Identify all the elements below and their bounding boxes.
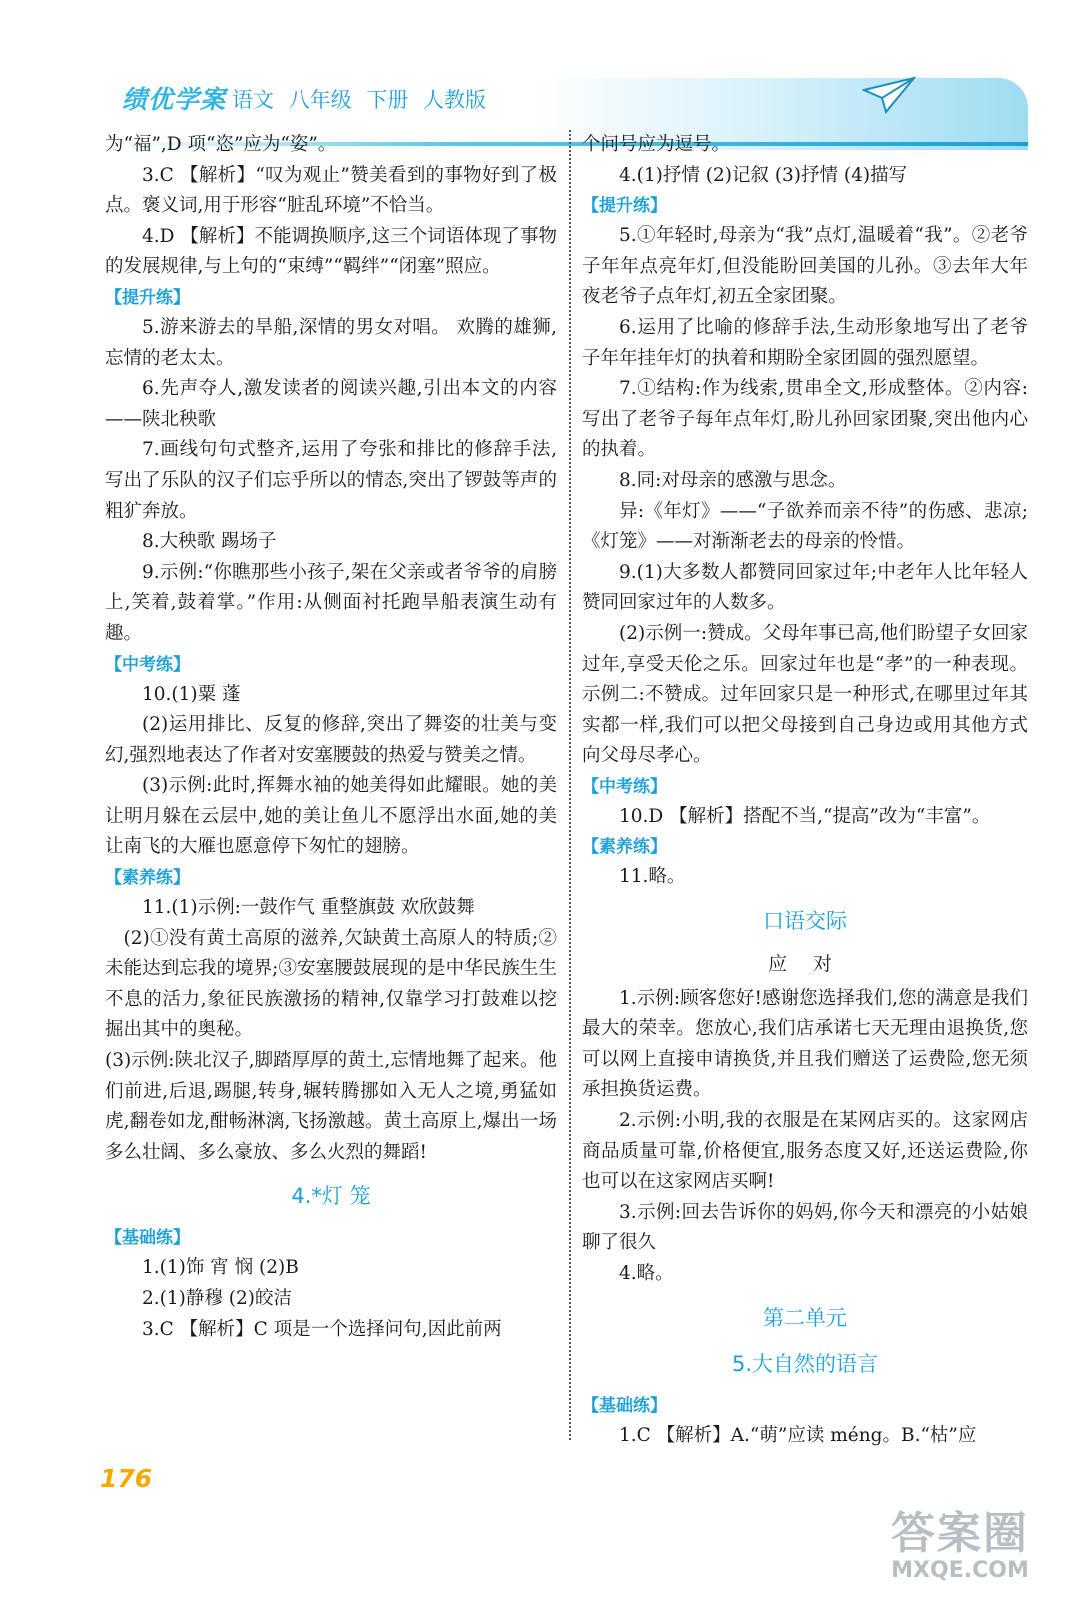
answer-6: 6.先声夺人,激发读者的阅读兴趣,引出本文的内容——陕北秧歌 bbox=[105, 378, 557, 430]
answer-11-2: (2)①没有黄土高原的滋养,欠缺黄土高原人的特质;②未能达到忘我的境界;③安塞腰鼓展现的是中华民族生生不息的活力,象征民族激扬的精神,仅靠学习打鼓难以挖掘出其中的奥秘。 bbox=[105, 927, 557, 1041]
book-subject: 语文 八年级 下册 人教版 bbox=[232, 88, 487, 112]
answer-8-diff: 异:《年灯》——“子欲养而亲不待”的伤感、悲凉;《灯笼》——对渐渐老去的母亲的怜惜。 bbox=[582, 500, 1028, 553]
brand-logo: 绩优学案 bbox=[122, 85, 227, 114]
answer-8: 8.大秧歌 踢场子 bbox=[142, 531, 277, 553]
answer-line: 为“福”,D 项“恣”应为“姿”。 bbox=[105, 134, 337, 155]
section-tag-suyang: 【素养练】 bbox=[105, 868, 190, 889]
answer-8-same: 8.同:对母亲的感激与思念。 bbox=[619, 469, 847, 491]
right-column bbox=[582, 130, 1028, 1451]
section-tag-jichu: 【基础练】 bbox=[582, 1395, 667, 1416]
section-tag-suyang: 【素养练】 bbox=[582, 837, 667, 858]
answer-3: 3.C 【解析】“叹为观止”赞美看到的事物好到了极点。褒义词,用于形容“脏乱环境”不恰当。 bbox=[105, 164, 557, 217]
answer-9-2: (2)示例一:赞成。父母年事已高,他们盼望子女回家过年,享受天伦之乐。回家过年也是“孝”的一种表现。 示例二:不赞成。过年回家只是一种形式,在哪里过年其实都一样,我们可以把父母接到自己身边或用其他方式向父母尽孝心。 bbox=[582, 622, 1028, 767]
answer-11-3: (3)示例:陕北汉子,脚踏厚厚的黄土,忘情地舞了起来。他们前进,后退,踢腿,转身,辗转腾挪如入无人之境,勇猛如虎,翻卷如龙,酣畅淋漓,飞扬激越。黄土高原上,爆出一场多么壮阔、多么豪放、多么火烈的舞蹈! bbox=[105, 1050, 557, 1163]
answer-10-1: 10.(1)粟 蓬 bbox=[142, 683, 241, 705]
answer-11: 11.略。 bbox=[619, 866, 686, 888]
unit-title: 第二单元 bbox=[763, 1305, 847, 1330]
answer-5: 5.①年轻时,母亲为“我”点灯,温暖着“我”。②老爷子年年点亮年灯,但没能盼回美国的儿孙。③去年大年夜老爷子点年灯,初五全家团聚。 bbox=[582, 225, 1028, 308]
answer-2: 2.(1)静穆 (2)皎洁 bbox=[142, 1288, 292, 1309]
answer-4: 4.(1)抒情 (2)记叙 (3)抒情 (4)描写 bbox=[619, 164, 908, 186]
section-tag-tisheng: 【提升练】 bbox=[105, 287, 190, 308]
section-subtitle-yingdui: 应 对 bbox=[767, 953, 843, 976]
lesson-title-denglong: 4.*灯 笼 bbox=[291, 1184, 371, 1209]
section-tag-zhongkao: 【中考练】 bbox=[105, 654, 190, 675]
answer-10-3: (3)示例:此时,挥舞水袖的她美得如此耀眼。她的美让明月躲在云层中,她的美让鱼儿不愿浮出水面,她的美让南飞的大雁也愿意停下匆忙的翅膀。 bbox=[105, 775, 557, 858]
lesson-title-daziran: 5.大自然的语言 bbox=[731, 1351, 879, 1376]
left-column bbox=[105, 130, 557, 1345]
section-tag-jichu: 【基础练】 bbox=[105, 1228, 190, 1249]
section-title-kouyu: 口语交际 bbox=[763, 909, 847, 934]
answer-10: 10.D 【解析】搭配不当,“提高”改为“丰富”。 bbox=[619, 805, 991, 827]
answer-7: 7.①结构:作为线索,贯串全文,形成整体。②内容:写出了老爷子每年点年灯,盼儿孙回家团聚,突出他内心的执着。 bbox=[582, 378, 1028, 461]
site-watermark bbox=[870, 1510, 1050, 1590]
answer-9-1: 9.(1)大多数人都赞同回家过年;中老年人比年轻人赞同回家过年的人数多。 bbox=[582, 561, 1028, 614]
answer-1: 1.(1)饰 宵 悯 (2)B bbox=[142, 1257, 299, 1279]
answer-4: 4.D 【解析】不能调换顺序,这三个词语体现了事物的发展规律,与上句的“束缚”“羁绊”“闭塞”照应。 bbox=[105, 225, 557, 278]
section-tag-tisheng: 【提升练】 bbox=[582, 196, 667, 217]
answer-6: 6.运用了比喻的修辞手法,生动形象地写出了老爷子年年挂年灯的执着和期盼全家团圆的强烈愿望。 bbox=[582, 316, 1028, 369]
answer-line: 个问号应为逗号。 bbox=[582, 134, 731, 155]
column-divider bbox=[569, 130, 571, 1440]
answer-kouyu-2: 2.示例:小明,我的衣服是在某网店买的。这家网店商品质量可靠,价格便宜,服务态度又好,还送运费险,你也可以在这家网店买啊! bbox=[582, 1110, 1028, 1193]
watermark-logo-text: 答案圈 bbox=[891, 1508, 1029, 1559]
answer-10-2: (2)运用排比、反复的修辞,突出了舞姿的壮美与变幻,强烈地表达了作者对安塞腰鼓的热爱与赞美之情。 bbox=[105, 714, 557, 766]
answer-kouyu-1: 1.示例:顾客您好!感谢您选择我们,您的满意是我们最大的荣幸。您放心,我们店承诺七天无理由退换货,您可以网上直接申请换货,并且我们赠送了运费险,您无须承担换货运费。 bbox=[582, 987, 1028, 1101]
answer-9: 9.示例:“你瞧那些小孩子,架在父亲或者爷爷的肩膀上,笑着,鼓着掌。”作用:从侧面衬托跑旱船表演生动有趣。 bbox=[105, 561, 557, 644]
section-tag-zhongkao: 【中考练】 bbox=[582, 776, 667, 797]
paper-plane-icon bbox=[862, 74, 916, 114]
answer-kouyu-3: 3.示例:回去告诉你的妈妈,你今天和漂亮的小姑娘聊了很久 bbox=[582, 1201, 1028, 1254]
answer-11-1: 11.(1)示例:一鼓作气 重整旗鼓 欢欣鼓舞 bbox=[142, 897, 475, 919]
answer-3b: 3.C 【解析】C 项是一个选择问句,因此前两 bbox=[142, 1318, 502, 1340]
page-header bbox=[0, 0, 1066, 150]
answer-kouyu-4: 4.略。 bbox=[619, 1263, 674, 1284]
answer-7: 7.画线句句式整齐,运用了夸张和排比的修辞手法,写出了乐队的汉子们忘乎所以的情态,突出了锣鼓等声的粗犷奔放。 bbox=[105, 439, 557, 522]
watermark-url: MXQE.COM bbox=[891, 1558, 1029, 1583]
page-number: 176 bbox=[100, 1464, 153, 1493]
answer-5: 5.游来游去的旱船,深情的男女对唱。 欢腾的雄狮,忘情的老太太。 bbox=[105, 316, 557, 369]
answer-1: 1.C 【解析】A.“萌”应读 méng。B.“枯”应 bbox=[619, 1424, 977, 1446]
